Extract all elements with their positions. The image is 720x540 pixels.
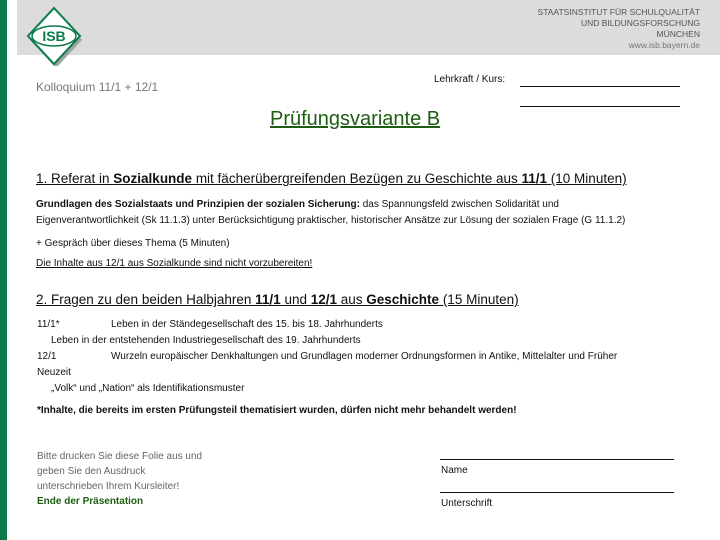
end-of-presentation: Ende der Präsentation — [37, 496, 144, 507]
section1-note: Die Inhalte aus 12/1 aus Sozialkunde sind nicht vorzubereiten! — [36, 258, 313, 269]
green-side-bar — [0, 0, 7, 540]
institute-line: STAATSINSTITUT FÜR SCHULQUALITÄT — [537, 7, 700, 17]
name-line — [440, 459, 674, 460]
section2-list: 11/1* Leben in der Ständegesellschaft des 15. bis 18. Jahrhunderts Leben in der entstehenden Industriegesellschaft des 19. Jahrhunderts 12/1 Wurzeln europäischer Denkhaltungen und Grundlagen moderner Ordnungsformen in Antike, Mittelalter und Früher Neuzeit „Volk“ und „Nation“ als Identifikationsmuster — [37, 319, 618, 394]
institute-url: www.isb.bayern.de — [628, 40, 700, 50]
section1-heading: 1. Referat in Sozialkunde mit fächerübergreifenden Bezügen zu Geschichte aus 11/1 (10 Minuten) — [36, 171, 627, 186]
section1-text: Grundlagen des Sozialstaats und Prinzipien der sozialen Sicherung: das Spannungsfeld zwischen Solidarität und Eigenverantwortlichkeit (Sk 11.1.3) unter Berücksichtigung praktischer, historischer Ansätze zur Lösung der sozialen Frage (G 11.1.2) — [36, 199, 626, 226]
print-instructions: Bitte drucken Sie diese Folie aus und geben Sie den Ausdruck unterschrieben Ihrem Kursleiter! Ende der Präsentation — [37, 451, 203, 507]
section2-heading: 2. Fragen zu den beiden Halbjahren 11/1 und 12/1 aus Geschichte (15 Minuten) — [36, 292, 519, 307]
course-label: Kolloquium 11/1 + 12/1 — [36, 80, 159, 94]
svg-text:ISB: ISB — [42, 28, 66, 44]
signature-line — [440, 492, 674, 493]
institute-line: MÜNCHEN — [656, 29, 700, 39]
section1-talk: + Gespräch über dieses Thema (5 Minuten) — [36, 238, 230, 249]
signature-label: Unterschrift — [441, 498, 493, 509]
institute-name — [538, 7, 700, 51]
teacher-course-label: Lehrkraft / Kurs: — [434, 74, 506, 85]
name-label: Name — [441, 465, 468, 476]
isb-logo — [24, 6, 84, 66]
teacher-line-2 — [520, 106, 680, 107]
teacher-line-1 — [520, 86, 680, 87]
footnote: *Inhalte, die bereits im ersten Prüfungsteil thematisiert wurden, dürfen nicht mehr behandelt werden! — [37, 405, 517, 416]
page-title: Prüfungsvariante B — [270, 108, 441, 130]
institute-line: UND BILDUNGSFORSCHUNG — [580, 18, 700, 28]
